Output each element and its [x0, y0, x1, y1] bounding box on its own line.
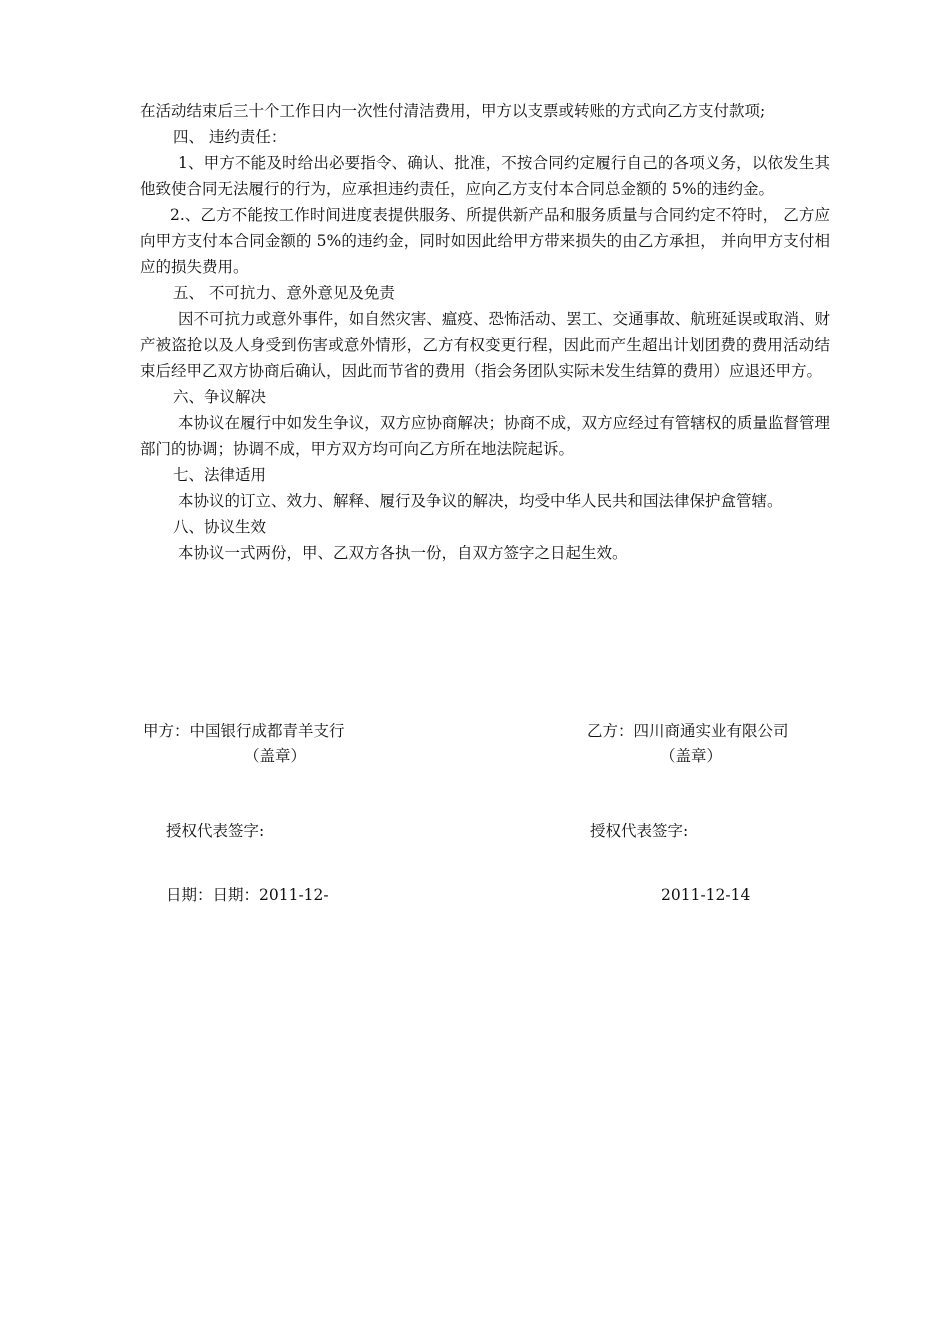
- section-5-paragraph: 因不可抗力或意外事件，如自然灾害、瘟疫、恐怖活动、罢工、交通事故、航班延误或取消、财产被盗抢以及人身受到伤害或意外情形，乙方有权变更行程，因此而产生超出计划团费的费用活动结束后经甲乙双方协商后确认，因此而节省的费用（指会务团队实际未发生结算的费用）应退还甲方。: [140, 310, 830, 380]
- section-4-heading: 四、 违约责任：: [173, 128, 287, 146]
- section-4-clause-2: 2.、乙方不能按工作时间进度表提供服务、所提供新产品和服务质量与合同约定不符时， 乙方应向甲方支付本合同金额的 5%的违约金，同时如因此给甲方带来损失的由乙方承担， 并向甲方支付相应的损失费用。: [140, 206, 830, 276]
- party-a-date: 日期：日期：2011-12-: [166, 886, 329, 904]
- section-6-heading: 六、争议解决: [173, 388, 267, 406]
- section-7-heading: 七、法律适用: [173, 466, 267, 484]
- contract-body: [140, 98, 830, 566]
- party-b-seal: （盖章）: [660, 747, 723, 765]
- section-8-heading: 八、协议生效: [173, 518, 267, 536]
- section-6-paragraph: 本协议在履行中如发生争议，双方应协商解决；协商不成，双方应经过有管辖权的质量监督管理部门的协调；协调不成，甲方双方均可向乙方所在地法院起诉。: [140, 414, 830, 458]
- section-5-heading: 五、 不可抗力、意外意见及免责: [173, 284, 395, 302]
- section-8-paragraph: 本协议一式两份，甲、乙双方各执一份，自双方签字之日起生效。: [178, 544, 628, 562]
- party-b-date: 2011-12-14: [661, 886, 751, 904]
- payment-paragraph: 在活动结束后三十个工作日内一次性付清洁费用，甲方以支票或转账的方式向乙方支付款项;: [140, 102, 766, 120]
- party-a-signature-label: 授权代表签字:: [166, 822, 265, 840]
- party-b-name: 乙方：四川商通实业有限公司: [587, 722, 789, 740]
- section-4-clause-1: 1、甲方不能及时给出必要指令、确认、批准，不按合同约定履行自己的各项义务，以依发生其他致使合同无法履行的行为，应承担违约责任，应向乙方支付本合同总金额的 5%的违约金。: [140, 154, 830, 198]
- party-a-seal: （盖章）: [244, 747, 307, 765]
- party-a-name: 甲方：中国银行成都青羊支行: [143, 722, 345, 740]
- section-7-paragraph: 本协议的订立、效力、解释、履行及争议的解决，均受中华人民共和国法律保护盒管辖。: [178, 492, 783, 510]
- party-b-signature-label: 授权代表签字:: [590, 822, 689, 840]
